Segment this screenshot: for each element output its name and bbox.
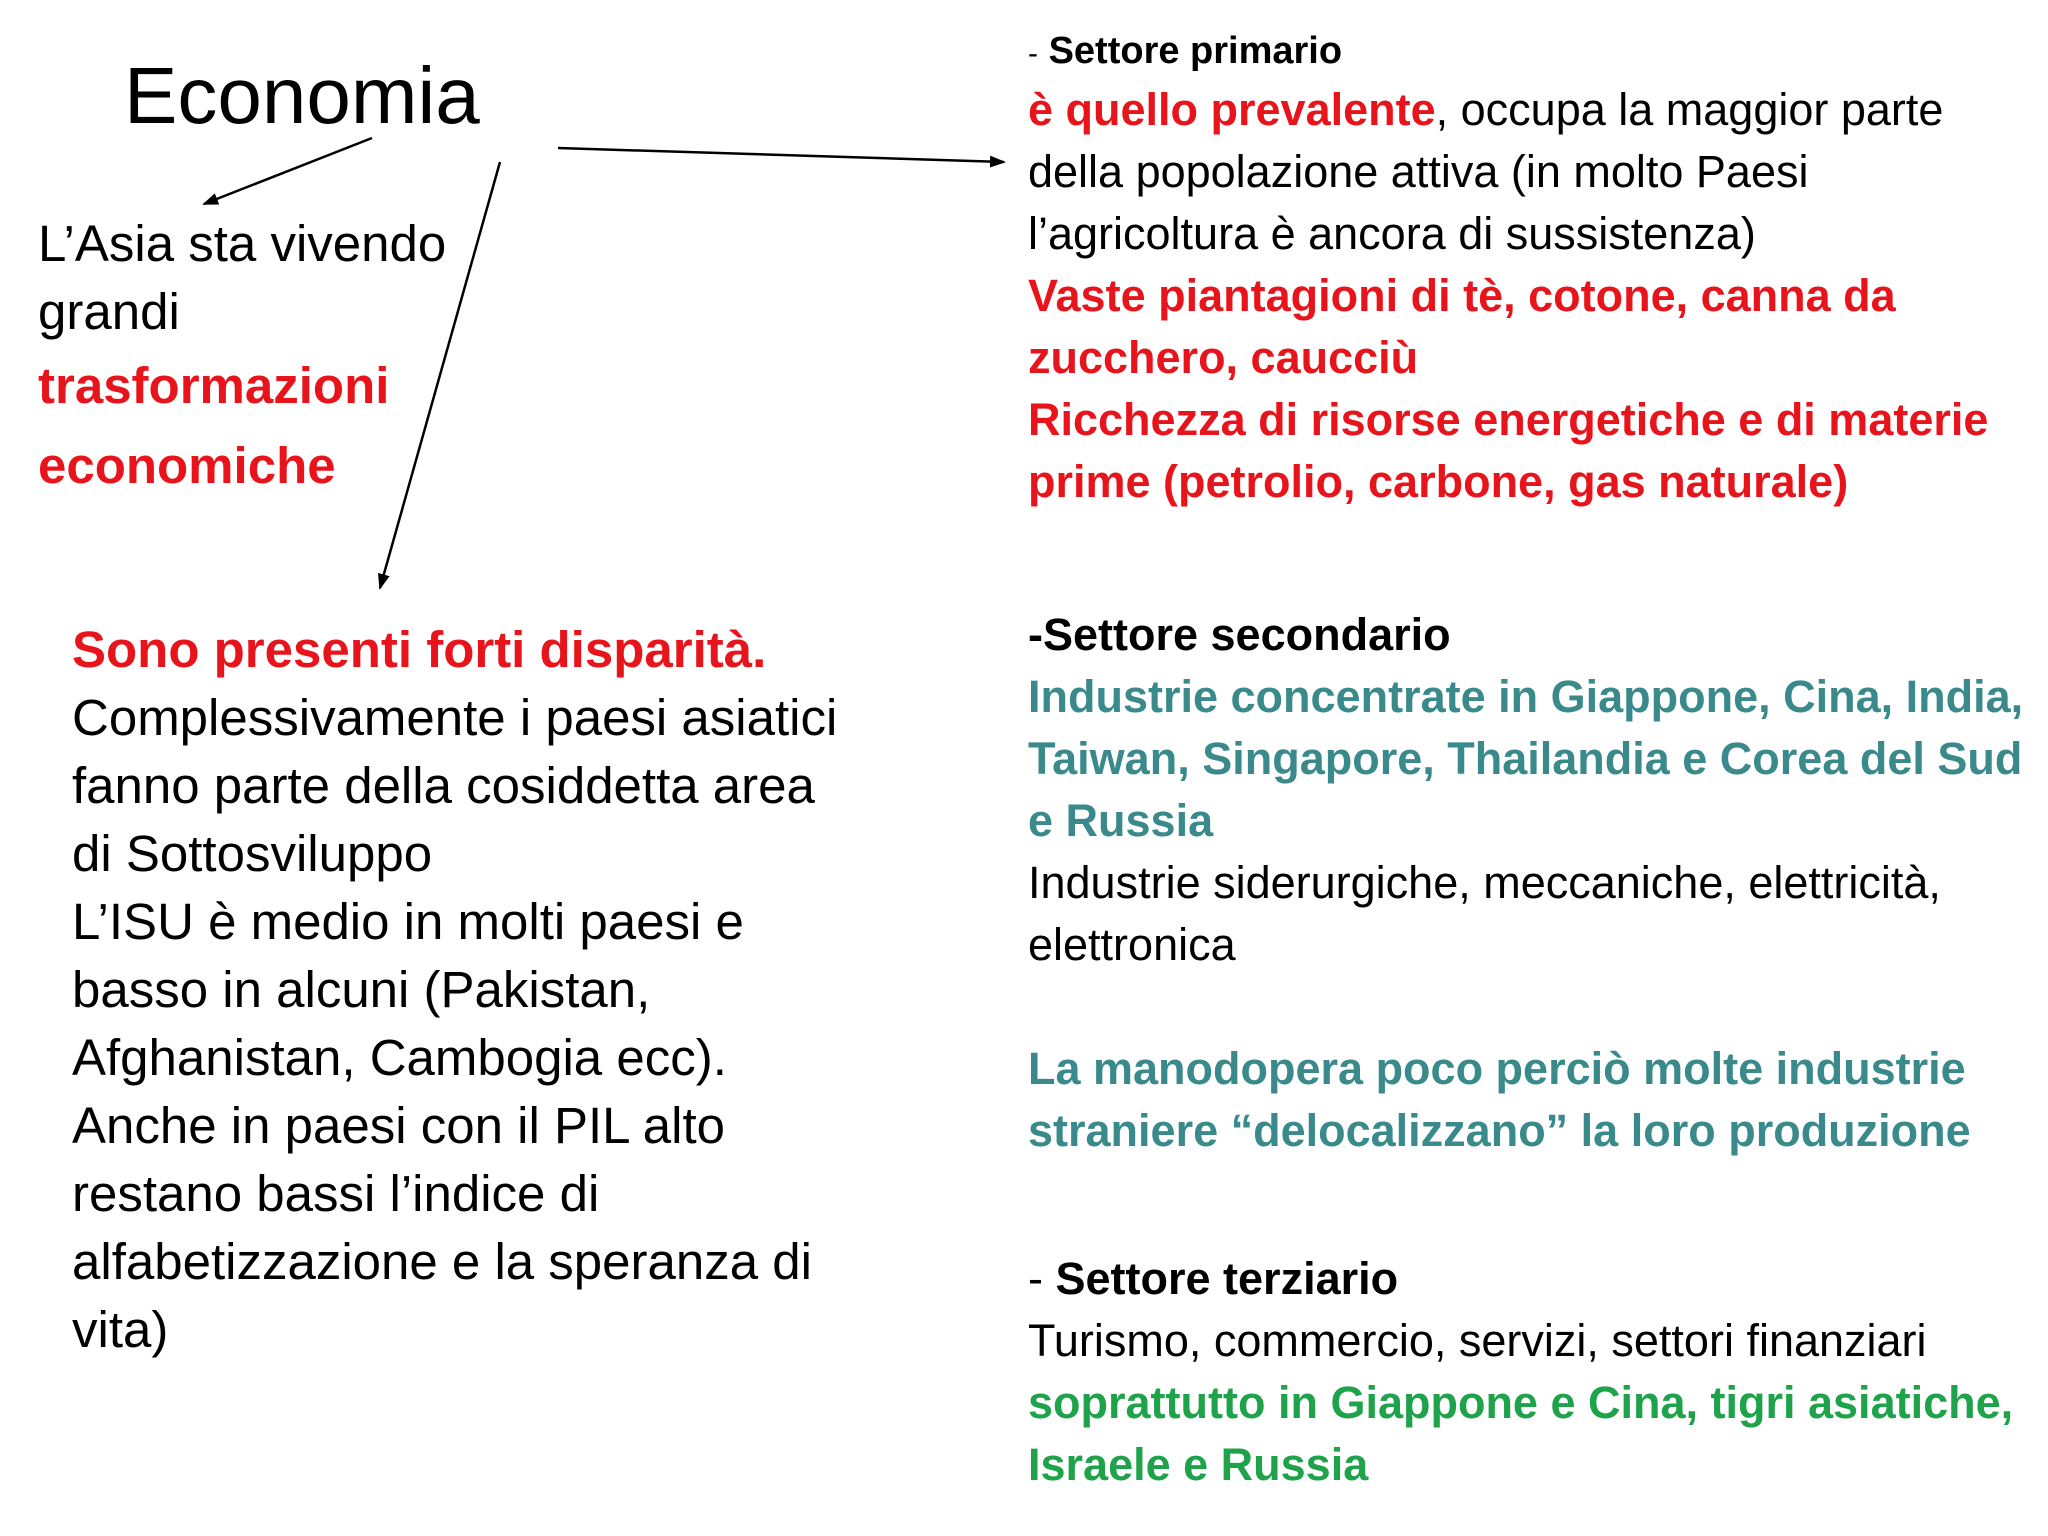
disparities-line: Anche in paesi con il PIL alto <box>72 1097 726 1154</box>
tertiary-sector-block <box>1028 1248 2038 1496</box>
page-title: Economia <box>124 51 480 140</box>
disparities-line: basso in alcuni (Pakistan, <box>72 961 651 1018</box>
intro-text <box>38 210 538 506</box>
secondary-heading: -Settore secondario <box>1028 609 1451 660</box>
tertiary-dash: - <box>1028 1253 1056 1304</box>
spacer <box>1028 976 2038 1038</box>
primary-text <box>1028 79 2038 265</box>
disparities-heading <box>72 616 992 684</box>
disparities-line: L’ISU è medio in molti paesi e <box>72 893 744 950</box>
primary-description: , occupa la maggior parte della popolazione attiva (in molto Paesi l’agricoltura è ancora di sussistenza) <box>1028 84 1944 259</box>
disparities-line: Afghanistan, Cambogia ecc). <box>72 1029 727 1086</box>
primary-sector-block <box>1028 26 2038 513</box>
disparities-block <box>72 616 992 1364</box>
disparities-line: di Sottosviluppo <box>72 825 433 882</box>
secondary-industries-types: Industrie siderurgiche, meccaniche, elettricità, elettronica <box>1028 857 1941 970</box>
primary-resources: Ricchezza di risorse energetiche e di materie prime (petrolio, carbone, gas naturale) <box>1028 394 1989 507</box>
disparities-line: fanno parte della cosiddetta area <box>72 757 815 814</box>
primary-plantations: Vaste piantagioni di tè, cotone, canna da zucchero, caucciù <box>1028 270 1896 383</box>
secondary-labour: La manodopera poco perciò molte industrie straniere “delocalizzano” la loro produzione <box>1028 1043 1971 1156</box>
primary-heading-line <box>1028 26 2038 79</box>
primary-heading: Settore primario <box>1048 30 1343 72</box>
disparities-line: alfabetizzazione e la speranza di <box>72 1233 812 1290</box>
primary-red-lead: è quello prevalente <box>1028 84 1436 135</box>
primary-dash: - <box>1028 37 1038 70</box>
arrow-to-intro <box>204 138 372 204</box>
disparities-lead: Sono presenti forti disparità <box>72 621 753 678</box>
disparities-line: Complessivamente i paesi asiatici <box>72 689 838 746</box>
secondary-sector-block <box>1028 604 2038 1162</box>
intro-plain: L’Asia sta vivendo grandi <box>38 215 447 340</box>
intro-emphasis-1: trasformazioni <box>38 357 390 414</box>
intro-emphasis-2: economiche <box>38 437 336 494</box>
tertiary-heading: Settore terziario <box>1055 1253 1399 1304</box>
tertiary-text <box>1028 1310 2038 1496</box>
tertiary-highlight: soprattutto in Giappone e Cina, tigri asiatiche, Israele e Russia <box>1028 1377 2014 1490</box>
disparities-line: vita) <box>72 1301 169 1358</box>
arrow-to-primary <box>558 148 1004 162</box>
tertiary-description: Turismo, commercio, servizi, settori finanziari <box>1028 1315 1927 1366</box>
disparities-line: restano bassi l’indice di <box>72 1165 600 1222</box>
secondary-industries-areas: Industrie concentrate in Giappone, Cina, India, Taiwan, Singapore, Thailandia e Corea del Sud e Russia <box>1028 671 2024 846</box>
tertiary-heading-line <box>1028 1248 2038 1310</box>
disparities-lead-dot: . <box>752 621 767 678</box>
